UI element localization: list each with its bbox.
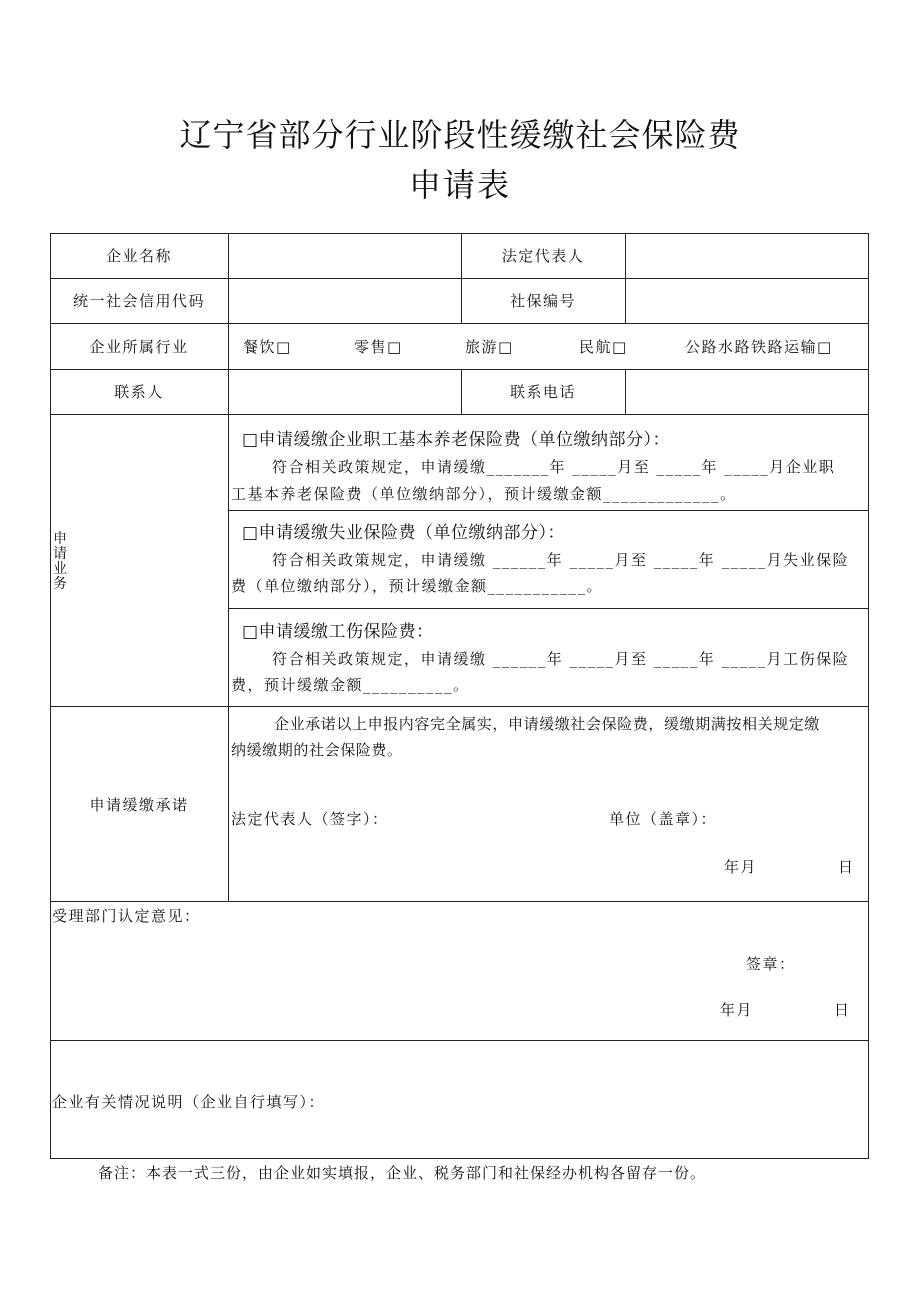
social-security-no-label: 社保编号 xyxy=(509,292,576,310)
department-seal: 签章： xyxy=(746,955,796,973)
pension-line1: 符合相关政策规定，申请缓缴_______年 _____月至 _____年 _____月企业职 xyxy=(272,458,836,476)
commitment-label: 申请缓缴承诺 xyxy=(89,796,189,814)
company-name-label: 企业名称 xyxy=(105,247,172,265)
form-title-line1: 辽宁省部分行业阶段性缓缴社会保险费 xyxy=(179,116,741,154)
footnote: 备注：本表一式三份，由企业如实填报，企业、税务部门和社保经办机构各留存一份。 xyxy=(98,1164,707,1182)
section-char: 业 xyxy=(53,561,67,577)
legal-rep-label: 法定代表人 xyxy=(501,247,585,265)
pension-checkbox-heading[interactable]: □申请缓缴企业职工基本养老保险费（单位缴纳部分）： xyxy=(242,430,671,450)
unit-seal[interactable]: 单位（盖章）： xyxy=(609,810,718,828)
social-security-no-field[interactable] xyxy=(626,279,868,323)
department-date-year-month: 年月 xyxy=(720,1001,754,1019)
industry-option-catering[interactable]: 餐饮□ xyxy=(243,338,292,356)
commitment-date-day: 日 xyxy=(838,858,855,876)
industry-option-tourism[interactable]: 旅游□ xyxy=(465,338,514,356)
injury-line2: 费，预计缓缴金额__________。 xyxy=(231,676,470,694)
company-notes-field[interactable] xyxy=(360,1060,860,1150)
contact-field[interactable] xyxy=(229,370,460,414)
row-divider xyxy=(50,706,869,707)
unemployment-line1: 符合相关政策规定，申请缓缴 ______年 _____月至 _____年 _____月失业保险 xyxy=(272,551,850,569)
unemployment-line2: 费（单位缴纳部分），预计缓缴金额___________。 xyxy=(231,577,604,595)
row-divider xyxy=(50,901,869,902)
department-opinion-label: 受理部门认定意见： xyxy=(52,907,201,925)
commitment-text-line2: 纳缓缴期的社会保险费。 xyxy=(231,741,403,759)
company-name-field[interactable] xyxy=(229,234,460,278)
industry-label: 企业所属行业 xyxy=(89,338,189,356)
injury-checkbox-heading[interactable]: □申请缓缴工伤保险费： xyxy=(242,622,434,642)
injury-line1: 符合相关政策规定，申请缓缴 ______年 _____月至 _____年 _____月工伤保险 xyxy=(272,650,850,668)
phone-label: 联系电话 xyxy=(509,383,576,401)
row-divider xyxy=(228,608,869,609)
pension-line2: 工基本养老保险费（单位缴纳部分），预计缓缴金额_____________。 xyxy=(231,485,737,503)
col-divider xyxy=(228,233,229,901)
row-divider xyxy=(50,1040,869,1041)
row-divider xyxy=(228,510,869,511)
row-divider xyxy=(50,323,869,324)
department-date-day: 日 xyxy=(834,1001,851,1019)
legal-rep-signature[interactable]: 法定代表人（签字）： xyxy=(231,810,389,828)
phone-field[interactable] xyxy=(626,370,868,414)
commitment-date-year-month: 年月 xyxy=(724,858,758,876)
credit-code-label: 统一社会信用代码 xyxy=(72,292,205,310)
credit-code-field[interactable] xyxy=(229,279,460,323)
form-title-line2: 申请表 xyxy=(408,166,511,204)
commitment-text-line1: 企业承诺以上申报内容完全属实，申请缓缴社会保险费，缓缴期满按相关规定缴 xyxy=(274,715,821,733)
application-section-label xyxy=(53,532,69,592)
department-opinion-field[interactable] xyxy=(51,930,868,1038)
industry-option-transport[interactable]: 公路水路铁路运输□ xyxy=(685,338,833,356)
contact-label: 联系人 xyxy=(114,383,164,401)
section-char: 申 xyxy=(53,531,67,547)
industry-option-aviation[interactable]: 民航□ xyxy=(579,338,628,356)
industry-option-retail[interactable]: 零售□ xyxy=(354,338,403,356)
unemployment-checkbox-heading[interactable]: □申请缓缴失业保险费（单位缴纳部分）： xyxy=(242,523,566,543)
company-notes-label: 企业有关情况说明（企业自行填写）： xyxy=(52,1093,326,1111)
section-char: 请 xyxy=(53,546,67,562)
row-divider xyxy=(50,414,869,415)
section-char: 务 xyxy=(53,576,67,592)
legal-rep-field[interactable] xyxy=(626,234,868,278)
